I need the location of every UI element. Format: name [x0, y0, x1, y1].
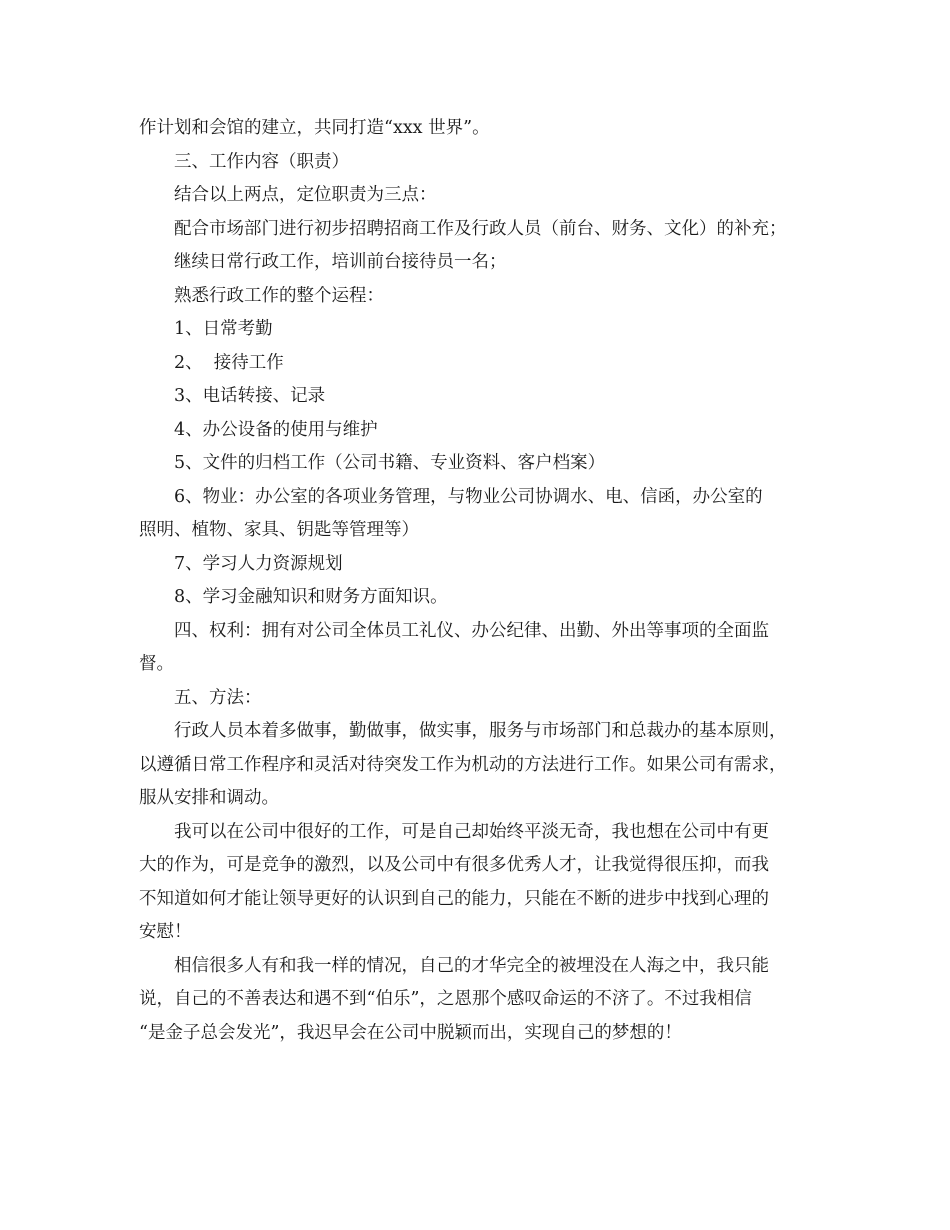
paragraph-line: 我可以在公司中很好的工作，可是自己却始终平淡无奇，我也想在公司中有更	[174, 821, 769, 842]
paragraph-line: 行政人员本着多做事，勤做事，做实事，服务与市场部门和总裁办的基本原则，	[174, 721, 787, 741]
list-item: 6、物业：办公室的各项业务管理，与物业公司协调水、电、信函，办公室的	[174, 486, 763, 507]
list-item: 3、电话转接、记录	[174, 386, 326, 406]
list-item: 4、办公设备的使用与维护	[174, 419, 378, 440]
paragraph-line: 以遵循日常工作程序和灵活对待突发工作为机动的方法进行工作。如果公司有需求，	[139, 754, 787, 775]
list-item-continuation: 照明、植物、家具、钥匙等管理等）	[139, 520, 419, 540]
paragraph-line: 不知道如何才能让领导更好的认识到自己的能力，只能在不断的进步中找到心理的	[139, 888, 769, 909]
paragraph-line: “是金子总会发光”，我迟早会在公司中脱颖而出，实现自己的梦想的！	[139, 1022, 682, 1043]
text-line: 配合市场部门进行初步招聘招商工作及行政人员（前台、财务、文化）的补充；	[174, 218, 787, 239]
text-line: 继续日常行政工作，培训前台接待员一名；	[174, 252, 507, 272]
text-line: 熟悉行政工作的整个运程：	[174, 285, 384, 306]
section-heading-duties: 三、工作内容（职责）	[174, 151, 349, 172]
list-item: 2、 接待工作	[174, 352, 284, 373]
text-line: 作计划和会馆的建立，共同打造“xxx 世界”。	[139, 118, 490, 138]
text-line-continuation: 督。	[139, 654, 174, 674]
section-heading-rights: 四、权利：拥有对公司全体员工礼仪、办公纪律、出勤、外出等事项的全面监	[174, 620, 769, 641]
list-item: 5、文件的归档工作（公司书籍、专业资料、客户档案）	[174, 453, 606, 473]
section-heading-method: 五、方法：	[174, 687, 262, 708]
list-item: 7、学习人力资源规划	[174, 553, 343, 574]
paragraph-line: 相信很多人有和我一样的情况，自己的才华完全的被埋没在人海之中，我只能	[174, 955, 769, 976]
list-item: 8、学习金融知识和财务方面知识。	[174, 587, 448, 607]
list-item: 1、日常考勤	[174, 319, 273, 339]
document-body	[139, 112, 811, 1050]
paragraph-line: 大的作为，可是竞争的激烈，以及公司中有很多优秀人才，让我觉得很压抑，而我	[139, 855, 769, 875]
text-line: 结合以上两点，定位职责为三点：	[174, 185, 437, 205]
paragraph-line: 服从安排和调动。	[139, 788, 279, 808]
paragraph-line: 说，自己的不善表达和遇不到“伯乐”，之恩那个感叹命运的不济了。不过我相信	[139, 989, 752, 1009]
paragraph-line: 安慰！	[139, 922, 192, 942]
